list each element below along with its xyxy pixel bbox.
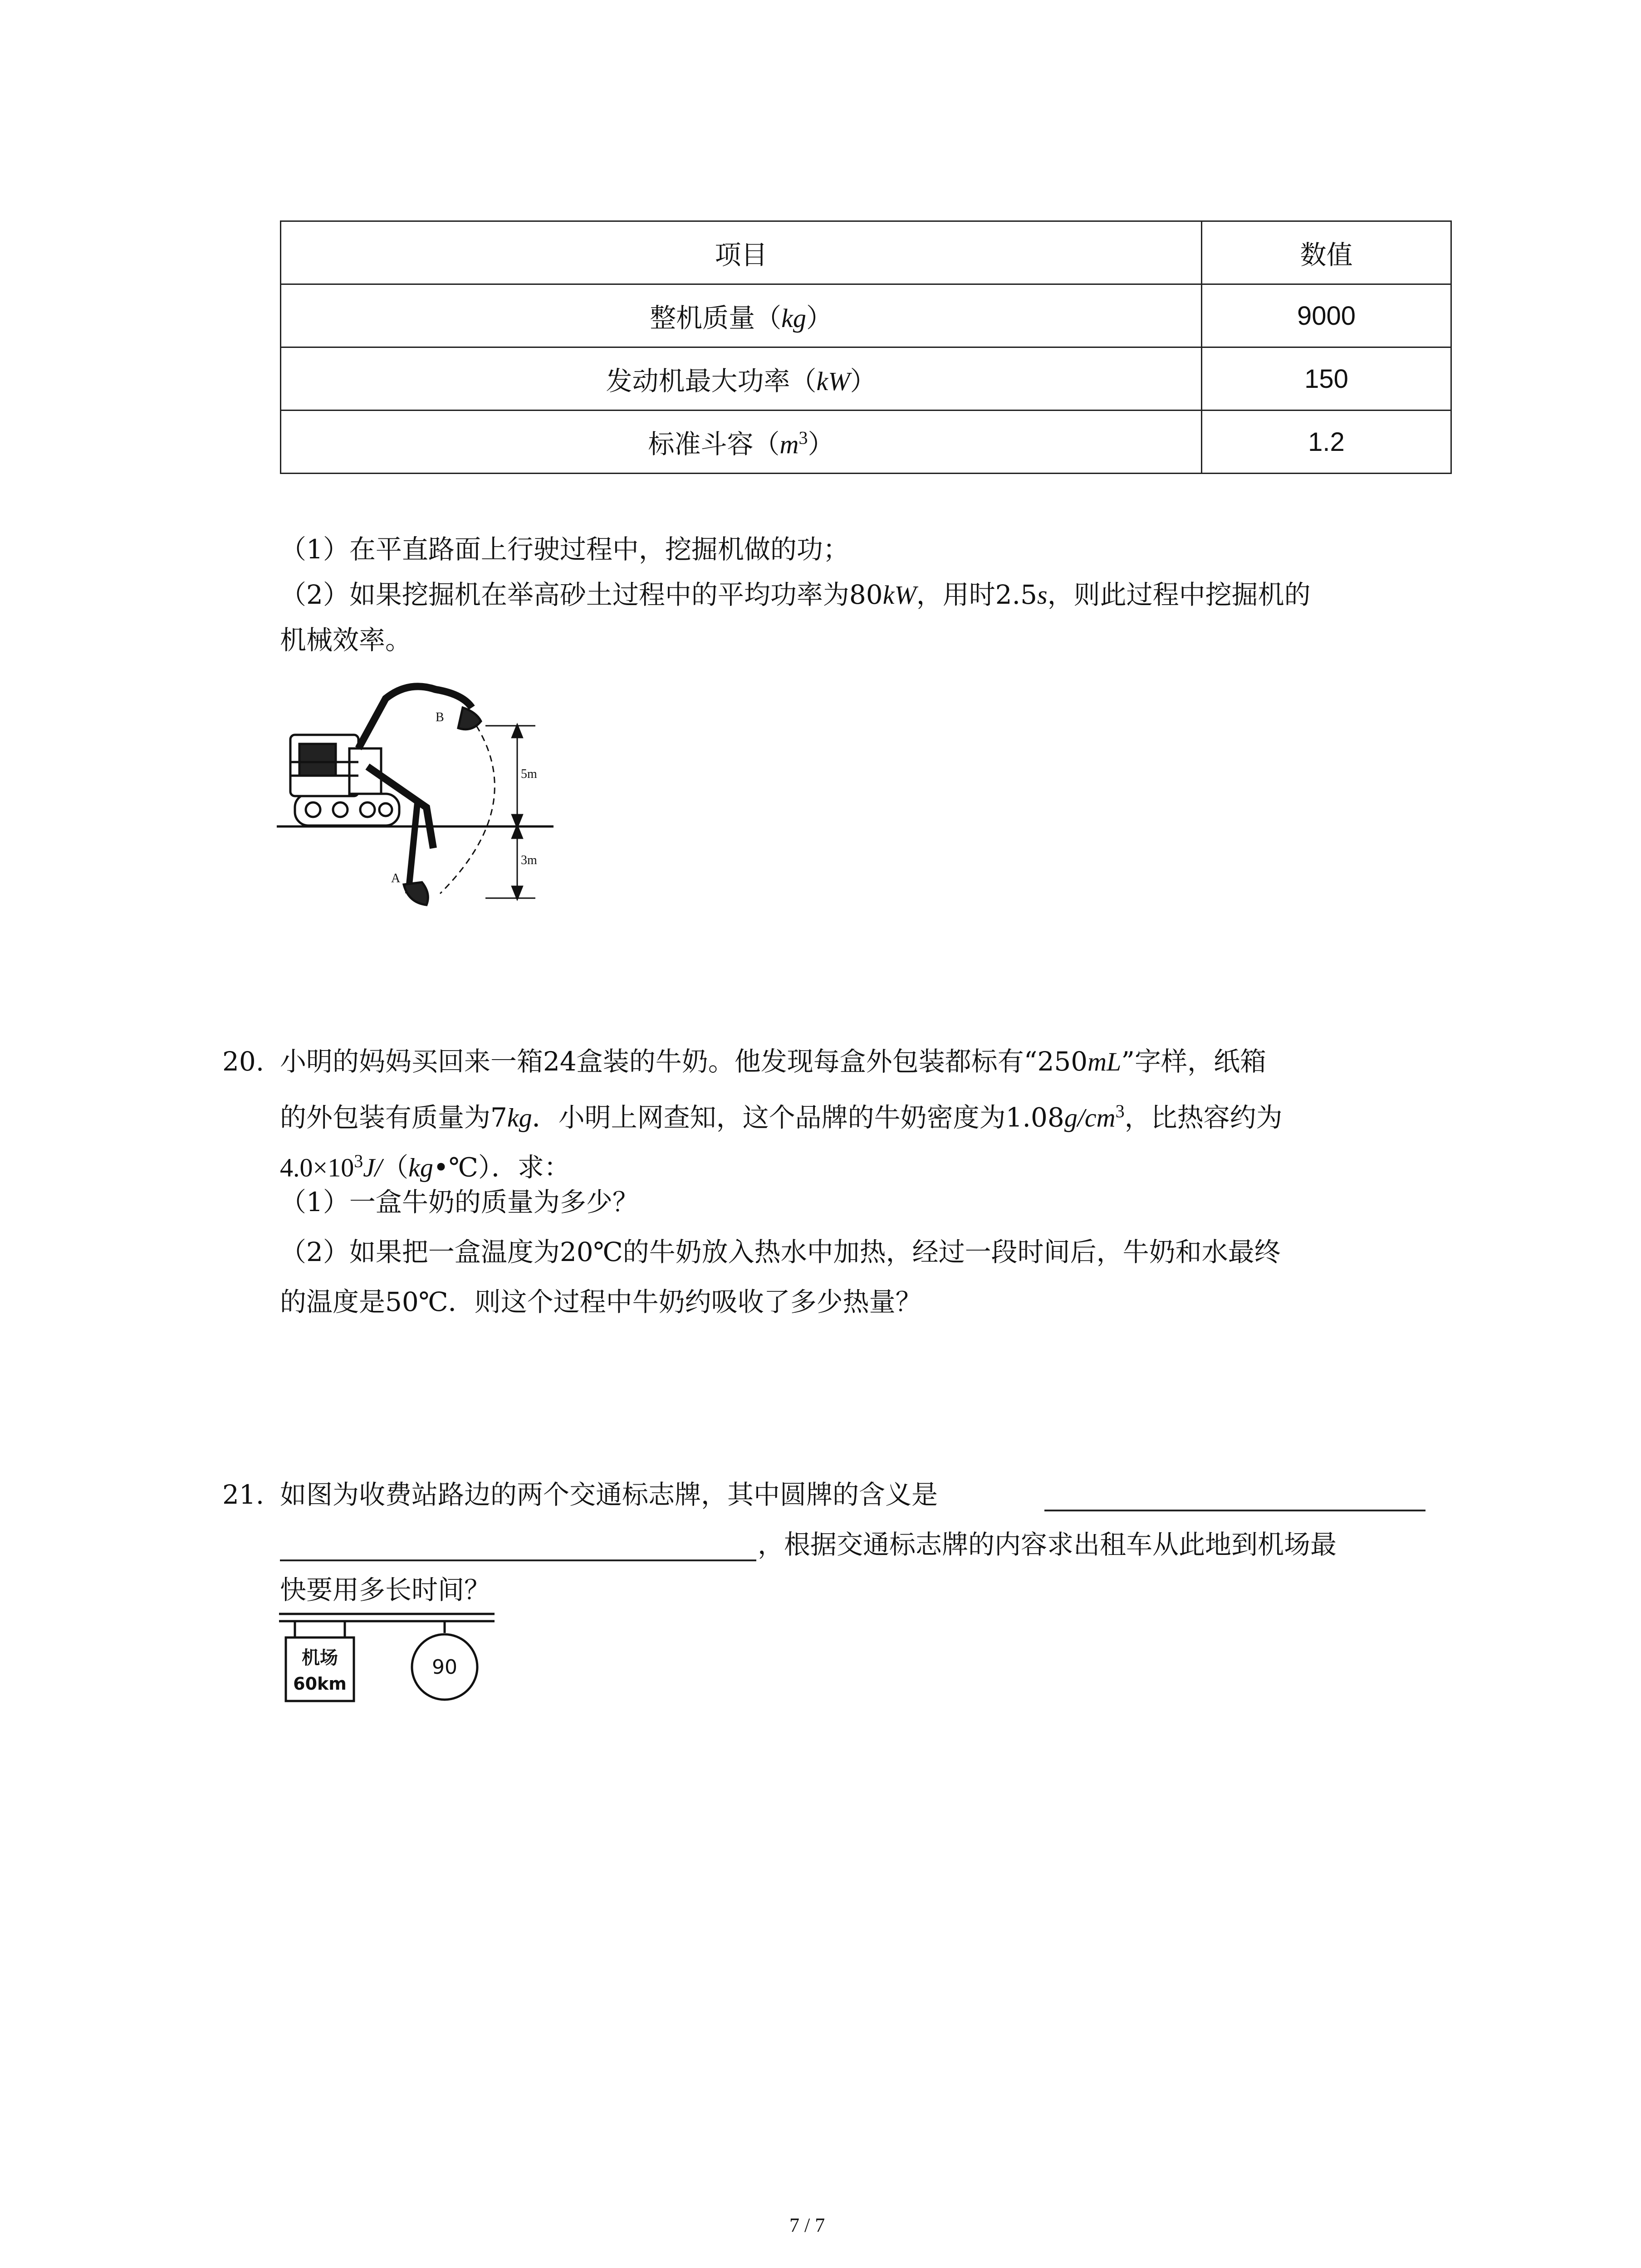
q20-line1: 小明的妈妈买回来一箱24盒装的牛奶。他发现每盒外包装都标有“250mL”字样，纸箱 xyxy=(280,1046,1266,1077)
q21-line2: ，根据交通标志牌的内容求出租车从此地到机场最 xyxy=(758,1529,1337,1560)
header-value: 数值 xyxy=(1202,221,1451,284)
q20-number: 20. xyxy=(222,1046,265,1077)
dim-5m: 5m xyxy=(521,767,537,781)
table-header-row xyxy=(281,221,1451,284)
q19-sub2-cont: 机械效率。 xyxy=(280,625,412,655)
q20-sub1: （1）一盒牛奶的质量为多少？ xyxy=(280,1187,639,1217)
q19-sub1: （1）在平直路面上行驶过程中，挖掘机做的功； xyxy=(280,534,849,565)
q19-sub2: （2）如果挖掘机在举高砂土过程中的平均功率为80kW，用时2.5s，则此过程中挖掘机的 xyxy=(280,579,1311,610)
header-item: 项目 xyxy=(281,221,1202,284)
spec-table xyxy=(280,220,1452,474)
dim-3m: 3m xyxy=(521,853,537,867)
q20-sub2-cont: 的温度是50℃．则这个过程中牛奶约吸收了多少热量？ xyxy=(280,1286,922,1317)
q20-line3: $4.0\times 10^3J/(kg•℃)$．求： xyxy=(280,1151,570,1183)
table-row xyxy=(281,411,1451,474)
row-label: 整机质量（kg） xyxy=(281,284,1202,347)
traffic-signs-figure xyxy=(277,1610,504,1706)
q21-number: 21. xyxy=(222,1479,265,1510)
excavator-figure xyxy=(272,658,563,912)
row-value: 9000 xyxy=(1202,284,1451,347)
table-row xyxy=(281,284,1451,347)
row-value: 150 xyxy=(1202,347,1451,411)
table-row xyxy=(281,347,1451,411)
label-a: A xyxy=(391,871,401,885)
sign-rect-line2: 60km xyxy=(293,1674,347,1694)
row-label: 发动机最大功率（kW） xyxy=(281,347,1202,411)
page-number: 7 / 7 xyxy=(789,2214,825,2236)
q21-line1: 如图为收费站路边的两个交通标志牌，其中圆牌的含义是 xyxy=(280,1479,938,1510)
answer-blank-1[interactable] xyxy=(1044,1510,1425,1511)
label-b: B xyxy=(436,710,444,724)
answer-blank-2[interactable] xyxy=(280,1559,756,1561)
q20-sub2: （2）如果把一盒温度为20℃的牛奶放入热水中加热，经过一段时间后，牛奶和水最终 xyxy=(280,1237,1281,1267)
sign-rect-line1: 机场 xyxy=(302,1647,338,1668)
sign-circle-text: 90 xyxy=(432,1656,457,1679)
row-label: 标准斗容$(m^3)$ xyxy=(281,411,1202,474)
row-value: 1.2 xyxy=(1202,411,1451,474)
q20-line2: 的外包装有质量为7kg．小明上网查知，这个品牌的牛奶密度为$1.08g/cm^3$，比热容约为 xyxy=(280,1101,1283,1133)
q21-line3: 快要用多长时间？ xyxy=(280,1574,491,1605)
